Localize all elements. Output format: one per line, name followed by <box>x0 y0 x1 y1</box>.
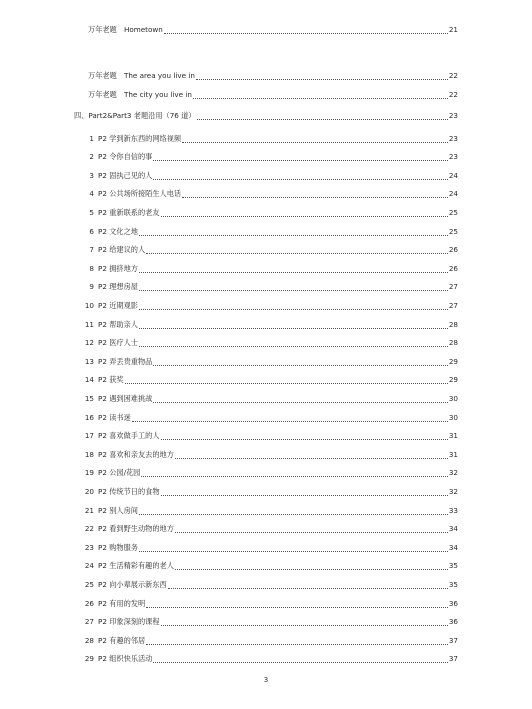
toc-entry-page: 24 <box>448 189 458 199</box>
toc-entry-title: P2 遇到困难挑战 <box>98 393 153 403</box>
toc-entry-page: 21 <box>448 25 458 34</box>
toc-entry[interactable] <box>82 299 458 313</box>
dot-leader <box>141 475 447 477</box>
toc-entry-title: P2 固执己见的人 <box>98 170 153 180</box>
dot-leader <box>153 178 448 180</box>
toc-entry-number: 2 <box>89 152 94 162</box>
toc-entry-title: P2 重新联系的老友 <box>98 207 160 217</box>
toc-entry[interactable] <box>82 652 458 666</box>
toc-entry[interactable] <box>82 225 458 239</box>
dot-leader <box>125 382 448 384</box>
toc-entry-number: 12 <box>84 338 94 348</box>
section-title: 四、Part2&Part3 老题沿用（76 道） <box>74 111 196 120</box>
toc-entry-title: P2 公园/花园 <box>98 468 141 478</box>
dot-leader <box>139 234 448 236</box>
toc-entry-page: 31 <box>448 449 458 459</box>
toc-entry-page: 29 <box>448 375 458 385</box>
toc-entry-title: P2 给建议的人 <box>98 245 146 255</box>
toc-entry-page: 23 <box>448 133 458 143</box>
dot-leader <box>175 531 448 533</box>
dot-leader <box>161 624 448 626</box>
toc-entry-page: 26 <box>448 263 458 273</box>
toc-entry-page: 22 <box>448 90 458 99</box>
toc-entry-page: 27 <box>448 300 458 310</box>
toc-entry[interactable] <box>82 411 458 425</box>
toc-entry-number: 19 <box>84 468 94 478</box>
dot-leader <box>132 420 448 422</box>
dot-leader <box>139 327 448 329</box>
toc-entry-title: P2 别人房间 <box>98 505 138 515</box>
toc-entry-page: 28 <box>448 338 458 348</box>
toc-entry-number: 29 <box>84 654 94 664</box>
toc-entry-title: P2 喜欢做手工的人 <box>98 431 160 441</box>
toc-entry-title: P2 传统节日的食物 <box>98 486 160 496</box>
dot-leader <box>139 513 448 515</box>
toc-entry-number: 7 <box>89 245 94 255</box>
toc-entry-page: 32 <box>448 468 458 478</box>
toc-entry-title: P2 读书迷 <box>98 412 131 422</box>
page-number: 3 <box>263 676 269 684</box>
toc-entry-page: 23 <box>448 152 458 162</box>
dot-leader <box>161 215 448 217</box>
toc-entry-page: 25 <box>448 207 458 217</box>
toc-entry-number: 20 <box>84 486 94 496</box>
toc-entry[interactable] <box>82 262 458 276</box>
toc-entry-title: P2 公共场所接陌生人电话 <box>98 189 182 199</box>
toc-entry[interactable] <box>82 132 458 146</box>
toc-entry-page: 25 <box>448 226 458 236</box>
toc-entry-title: P2 有趣的邻居 <box>98 635 146 645</box>
toc-entry-page: 37 <box>448 635 458 645</box>
toc-entry[interactable] <box>82 169 458 183</box>
toc-entry-page: 26 <box>448 245 458 255</box>
toc-entry-number: 22 <box>84 524 94 534</box>
toc-entry[interactable] <box>82 522 458 536</box>
dot-leader <box>146 606 448 608</box>
toc-entry-title: 万年老题 The city you live in <box>88 90 192 99</box>
toc-entry[interactable] <box>82 280 458 294</box>
toc-entry-page: 30 <box>448 393 458 403</box>
toc-entry[interactable] <box>82 187 458 201</box>
toc-entry-number: 5 <box>89 207 94 217</box>
dot-leader <box>146 643 448 645</box>
dot-leader <box>164 32 448 34</box>
toc-entry-page: 31 <box>448 431 458 441</box>
toc-entry-title: P2 文化之地 <box>98 226 138 236</box>
dot-leader <box>139 345 448 347</box>
toc-entry[interactable] <box>82 373 458 387</box>
section-page: 23 <box>448 111 458 120</box>
toc-entry[interactable] <box>82 336 458 350</box>
toc-entry-page: 28 <box>448 319 458 329</box>
toc-entry[interactable] <box>82 429 458 443</box>
toc-entry-page: 34 <box>448 542 458 552</box>
toc-entry-number: 26 <box>84 598 94 608</box>
toc-entry-number: 6 <box>89 226 94 236</box>
toc-entry-number: 23 <box>84 542 94 552</box>
toc-entry-title: 万年老题 The area you live in <box>88 71 195 80</box>
toc-entry-page: 32 <box>448 486 458 496</box>
toc-entry-page: 35 <box>448 561 458 571</box>
toc-entry-page: 34 <box>448 524 458 534</box>
toc-entry-title: P2 理想房屋 <box>98 282 138 292</box>
toc-entry[interactable] <box>82 504 458 518</box>
dot-leader <box>153 661 448 663</box>
toc-entry-title: P2 学到新东西的网络视频 <box>98 133 182 143</box>
dot-leader <box>182 141 448 143</box>
toc-entry-number: 25 <box>84 579 94 589</box>
toc-section-heading[interactable] <box>74 109 458 123</box>
toc-entry[interactable] <box>82 448 458 462</box>
toc-entry[interactable] <box>82 318 458 332</box>
toc-entry[interactable] <box>82 559 458 573</box>
toc-entry[interactable] <box>82 615 458 629</box>
toc-entry-page: 36 <box>448 617 458 627</box>
dot-leader <box>193 97 448 99</box>
toc-entry-page: 37 <box>448 654 458 664</box>
toc-entry[interactable] <box>82 150 458 164</box>
dot-leader <box>161 438 448 440</box>
toc-entry-title: P2 有用的发明 <box>98 598 146 608</box>
toc-entry-number: 11 <box>84 319 94 329</box>
toc-entry-number: 28 <box>84 635 94 645</box>
toc-entry-title: P2 帮助亲人 <box>98 319 138 329</box>
toc-entry-page: 22 <box>448 71 458 80</box>
toc-entry[interactable] <box>82 466 458 480</box>
toc-entry-title: P2 获奖 <box>98 375 124 385</box>
toc-entry-title: 万年老题 Hometown <box>88 25 163 34</box>
dot-leader <box>153 159 448 161</box>
toc-entry-number: 24 <box>84 561 94 571</box>
toc-entry[interactable] <box>82 541 458 555</box>
toc-entry-title: P2 生活精彩有趣的老人 <box>98 561 174 571</box>
toc-entry[interactable] <box>82 634 458 648</box>
toc-entry-title: P2 令你自信的事 <box>98 152 153 162</box>
toc-entry-number: 13 <box>84 356 94 366</box>
toc-entry[interactable] <box>82 206 458 220</box>
dot-leader <box>175 457 448 459</box>
dot-leader <box>139 289 448 291</box>
toc-entry-number: 21 <box>84 505 94 515</box>
dot-leader <box>146 252 448 254</box>
toc-entry-page: 24 <box>448 170 458 180</box>
dot-leader <box>139 271 448 273</box>
dot-leader <box>161 494 448 496</box>
toc-entry-title: P2 购物服务 <box>98 542 138 552</box>
dot-leader <box>168 587 448 589</box>
toc-entry-title: P2 组织快乐活动 <box>98 654 153 664</box>
toc-entry[interactable] <box>88 69 458 83</box>
dot-leader <box>197 118 448 120</box>
toc-entry-number: 15 <box>84 393 94 403</box>
toc-entry-number: 14 <box>84 375 94 385</box>
toc-entry-number: 9 <box>89 282 94 292</box>
toc-entry-page: 29 <box>448 356 458 366</box>
toc-entry-title: P2 喜欢和亲友去的地方 <box>98 449 174 459</box>
toc-entry-number: 8 <box>89 263 94 273</box>
toc-entry-page: 35 <box>448 579 458 589</box>
dot-leader <box>153 401 448 403</box>
toc-entry-title: P2 近期观影 <box>98 300 138 310</box>
toc-entry[interactable] <box>82 355 458 369</box>
toc-entry[interactable] <box>88 23 458 37</box>
toc-entry-number: 1 <box>89 133 94 143</box>
toc-entry-title: P2 拥挤地方 <box>98 263 138 273</box>
toc-entry-page: 33 <box>448 505 458 515</box>
dot-leader <box>182 196 448 198</box>
toc-entry-number: 10 <box>84 300 94 310</box>
toc-entry[interactable] <box>82 392 458 406</box>
toc-entry[interactable] <box>82 243 458 257</box>
dot-leader <box>196 78 448 80</box>
toc-entry[interactable] <box>82 485 458 499</box>
toc-entry-number: 27 <box>84 617 94 627</box>
toc-entry-number: 16 <box>84 412 94 422</box>
dot-leader <box>139 308 448 310</box>
toc-entry-number: 18 <box>84 449 94 459</box>
toc-entry-title: P2 医疗人士 <box>98 338 138 348</box>
toc-entry-title: P2 向小辈展示新东西 <box>98 579 167 589</box>
toc-entry[interactable] <box>82 578 458 592</box>
toc-entry-title: P2 看到野生动物的地方 <box>98 524 174 534</box>
dot-leader <box>139 550 448 552</box>
dot-leader <box>175 568 448 570</box>
toc-entry-page: 36 <box>448 598 458 608</box>
toc-entry-page: 27 <box>448 282 458 292</box>
dot-leader <box>153 364 448 366</box>
toc-entry[interactable] <box>82 597 458 611</box>
toc-entry-number: 3 <box>89 170 94 180</box>
toc-entry-title: P2 印象深刻的课程 <box>98 617 160 627</box>
toc-entry-number: 4 <box>89 189 94 199</box>
toc-entry-page: 30 <box>448 412 458 422</box>
toc-entry-number: 17 <box>84 431 94 441</box>
toc-entry-title: P2 弄丢贵重物品 <box>98 356 153 366</box>
toc-entry[interactable] <box>88 88 458 102</box>
